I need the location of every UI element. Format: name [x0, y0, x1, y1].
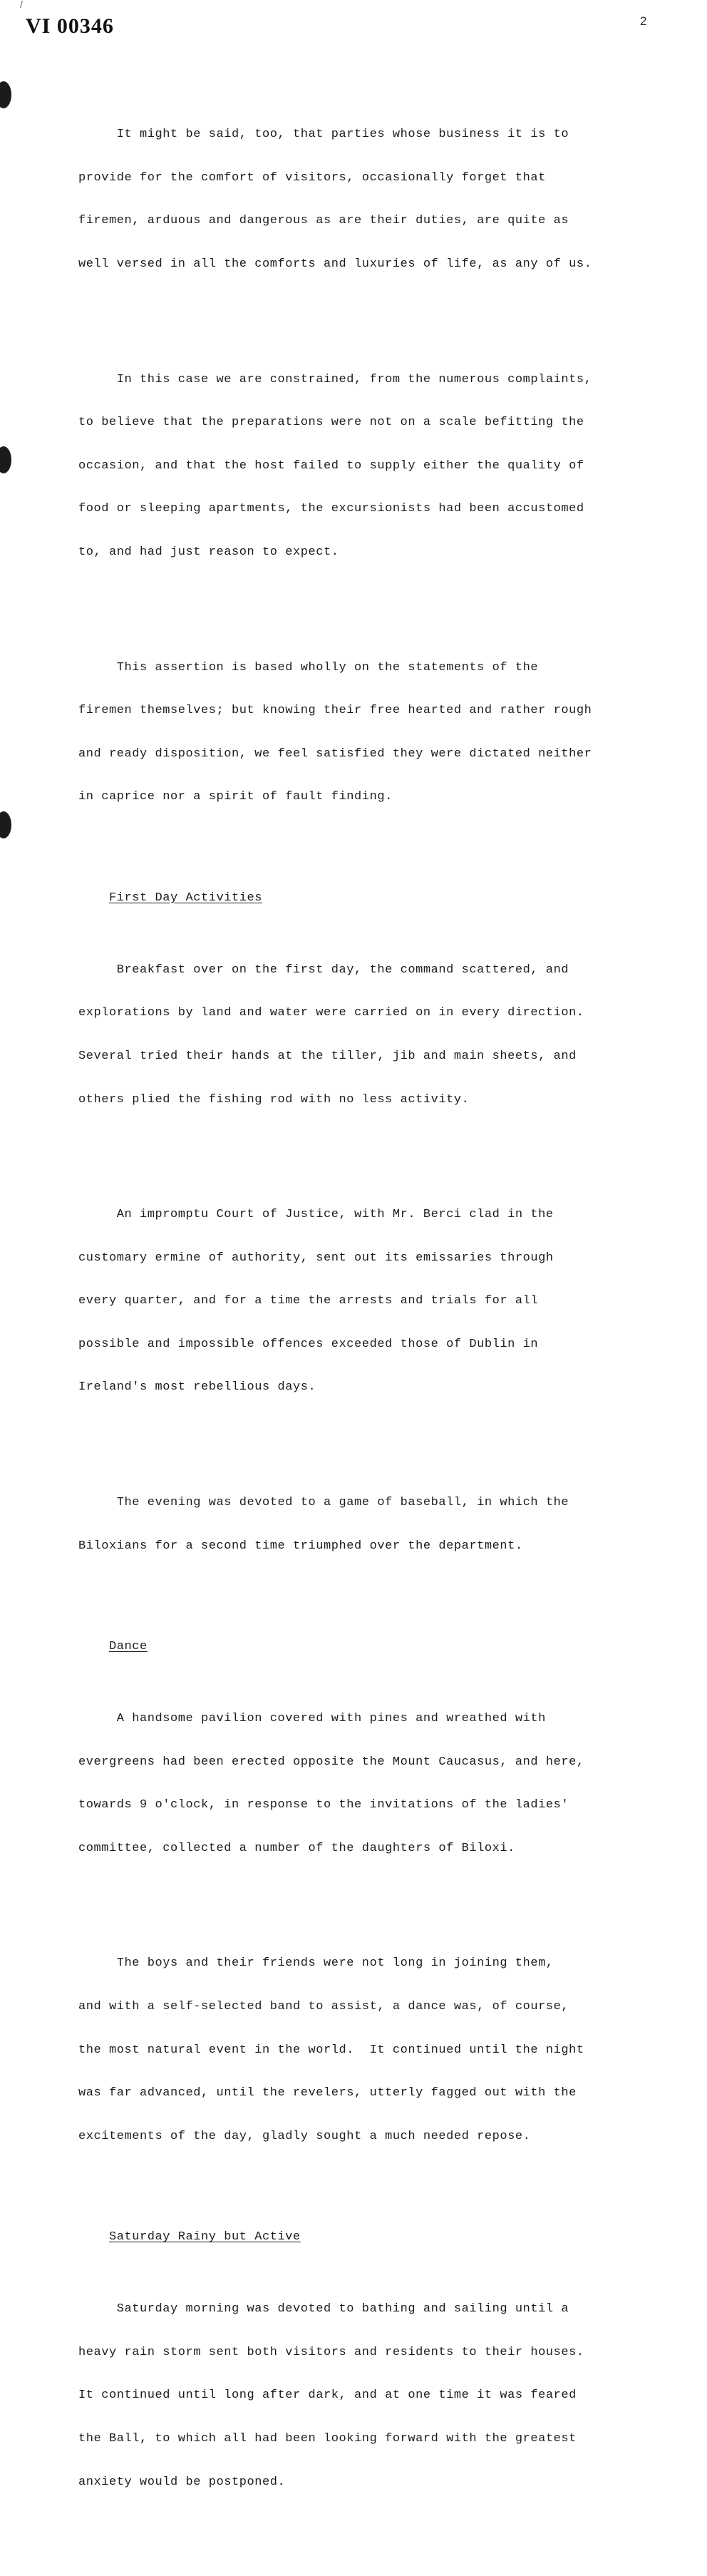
text-line: was far advanced, until the revelers, utterly fagged out with the — [78, 2086, 577, 2100]
paragraph — [78, 632, 663, 833]
paragraph — [78, 1928, 663, 2172]
text-line: food or sleeping apartments, the excursionists had been accustomed — [78, 502, 584, 516]
text-line: It might be said, too, that parties whose business it is to — [78, 128, 569, 142]
text-line: It continued until long after dark, and at one time it was feared — [78, 2388, 577, 2403]
text-line: Breakfast over on the first day, the command scattered, and — [78, 963, 569, 977]
paragraph — [78, 2274, 663, 2518]
text-line: the Ball, to which all had been looking forward with the greatest — [78, 2431, 577, 2446]
text-line: well versed in all the comforts and luxuries of life, as any of us. — [78, 257, 592, 271]
paragraph — [78, 344, 663, 588]
text-line: evergreens had been erected opposite the Mount Caucasus, and here, — [78, 1755, 584, 1769]
body-text — [78, 41, 663, 2576]
text-line: Several tried their hands at the tiller, jib and main sheets, and — [78, 1049, 577, 1063]
text-line: in caprice nor a spirit of fault finding. — [78, 790, 393, 804]
text-line: and ready disposition, we feel satisfied they were dictated neither — [78, 746, 592, 761]
section-heading: Saturday Rainy but Active — [109, 2230, 301, 2244]
section-heading: Dance — [109, 1640, 148, 1654]
punch-hole-bottom — [0, 811, 11, 838]
paragraph — [78, 1683, 663, 1885]
text-line: the most natural event in the world. It continued until the night — [78, 2043, 584, 2057]
section-heading: First Day Activities — [109, 891, 263, 905]
paragraph — [78, 99, 663, 301]
text-line: to, and had just reason to expect. — [78, 545, 339, 559]
text-line: In this case we are constrained, from the numerous complaints, — [78, 372, 592, 386]
paragraph — [78, 934, 663, 1136]
text-line: This assertion is based wholly on the statements of the — [78, 660, 539, 674]
text-line: Saturday morning was devoted to bathing and sailing until a — [78, 2302, 569, 2316]
punch-hole-top — [0, 81, 11, 108]
text-line: possible and impossible offences exceeded those of Dublin in — [78, 1337, 539, 1351]
text-line: Biloxians for a second time triumphed over the department. — [78, 1539, 523, 1553]
text-line: The evening was devoted to a game of baseball, in which the — [78, 1496, 569, 1510]
text-line: occasion, and that the host failed to supply either the quality of — [78, 458, 584, 473]
text-line: An impromptu Court of Justice, with Mr. Berci clad in the — [78, 1208, 554, 1222]
text-line: customary ermine of authority, sent out its emissaries through — [78, 1251, 554, 1265]
page-number: 2 — [640, 14, 647, 28]
text-line: towards 9 o'clock, in response to the invitations of the ladies' — [78, 1798, 569, 1812]
text-line: anxiety would be postponed. — [78, 2475, 286, 2489]
text-line: explorations by land and water were carried on in every direction. — [78, 1006, 584, 1020]
document-id: VI 00346 — [26, 14, 114, 38]
text-line: provide for the comfort of visitors, occasionally forget that — [78, 170, 546, 185]
text-line: every quarter, and for a time the arrests and trials for all — [78, 1294, 539, 1308]
paragraph — [78, 1467, 663, 1583]
paragraph — [78, 1179, 663, 1424]
text-line: Ireland's most rebellious days. — [78, 1380, 316, 1395]
text-line: A handsome pavilion covered with pines and wreathed with — [78, 1712, 546, 1726]
text-line: firemen, arduous and dangerous as are their duties, are quite as — [78, 214, 569, 228]
text-line: to believe that the preparations were not on a scale befitting the — [78, 416, 584, 430]
punch-hole-middle — [0, 446, 11, 473]
text-line: firemen themselves; but knowing their free hearted and rather rough — [78, 704, 592, 718]
text-line: committee, collected a number of the daughters of Biloxi. — [78, 1841, 515, 1855]
stray-mark: / — [20, 0, 23, 10]
text-line: excitements of the day, gladly sought a much needed repose. — [78, 2129, 531, 2143]
text-line: others plied the fishing rod with no less activity. — [78, 1092, 470, 1107]
text-line: heavy rain storm sent both visitors and residents to their houses. — [78, 2345, 584, 2359]
text-line: The boys and their friends were not long in joining them, — [78, 1956, 554, 1971]
text-line: and with a self-selected band to assist, a dance was, of course, — [78, 2000, 569, 2014]
